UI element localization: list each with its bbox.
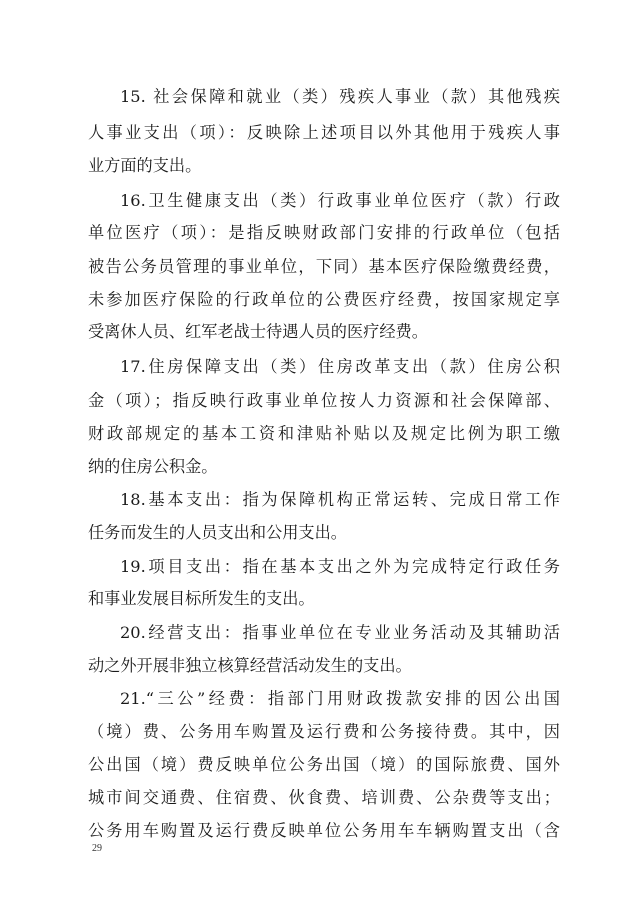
para-16-line-2: 单位医疗（项）：是指反映财政部门安排的行政单位（包括: [88, 223, 560, 242]
para-17-line-3: 财政部规定的基本工资和津贴补贴以及规定比例为职工缴: [88, 424, 560, 443]
para-15-line-3: 业方面的支出。: [88, 156, 202, 175]
para-21-line-2: （境）费、公务用车购置及运行费和公务接待费。其中，因: [88, 722, 560, 741]
para-20-line-1: 20.经营支出：指事业单位在专业业务活动及其辅助活: [120, 623, 560, 642]
page-number: 29: [92, 843, 102, 854]
para-21-line-1: 21.“三公”经费：指部门用财政拨款安排的因公出国: [120, 689, 560, 708]
para-16-line-4: 未参加医疗保险的行政单位的公费医疗经费，按国家规定享: [88, 290, 560, 309]
para-15-line-2: 人事业支出（项）：反映除上述项目以外其他用于残疾人事: [88, 123, 560, 142]
para-16-line-5: 受离休人员、红军老战士待遇人员的医疗经费。: [88, 322, 428, 341]
para-19-line-1: 19.项目支出：指在基本支出之外为完成特定行政任务: [120, 557, 560, 576]
para-17-line-2: 金（项）；指反映行政事业单位按人力资源和社会保障部、: [88, 391, 560, 410]
para-19-line-2: 和事业发展目标所发生的支出。: [88, 589, 315, 608]
para-20-line-2: 动之外开展非独立核算经营活动发生的支出。: [88, 656, 412, 675]
para-18-line-2: 任务而发生的人员支出和公用支出。: [88, 523, 347, 542]
para-21-line-4: 城市间交通费、住宿费、伙食费、培训费、公杂费等支出；: [88, 788, 560, 807]
para-15-line-1: 15. 社会保障和就业（类）残疾人事业（款）其他残疾: [120, 87, 560, 106]
para-16-line-1: 16.卫生健康支出（类）行政事业单位医疗（款）行政: [120, 191, 560, 210]
para-16-line-3: 被告公务员管理的事业单位，下同）基本医疗保险缴费经费，: [88, 257, 560, 276]
para-17-line-1: 17.住房保障支出（类）住房改革支出（款）住房公积: [120, 357, 560, 376]
para-21-line-5: 公务用车购置及运行费反映单位公务用车车辆购置支出（含: [88, 821, 560, 840]
para-21-line-3: 公出国（境）费反映单位公务出国（境）的国际旅费、国外: [88, 755, 560, 774]
para-18-line-1: 18.基本支出：指为保障机构正常运转、完成日常工作: [120, 490, 560, 509]
para-17-line-4: 纳的住房公积金。: [88, 457, 218, 476]
